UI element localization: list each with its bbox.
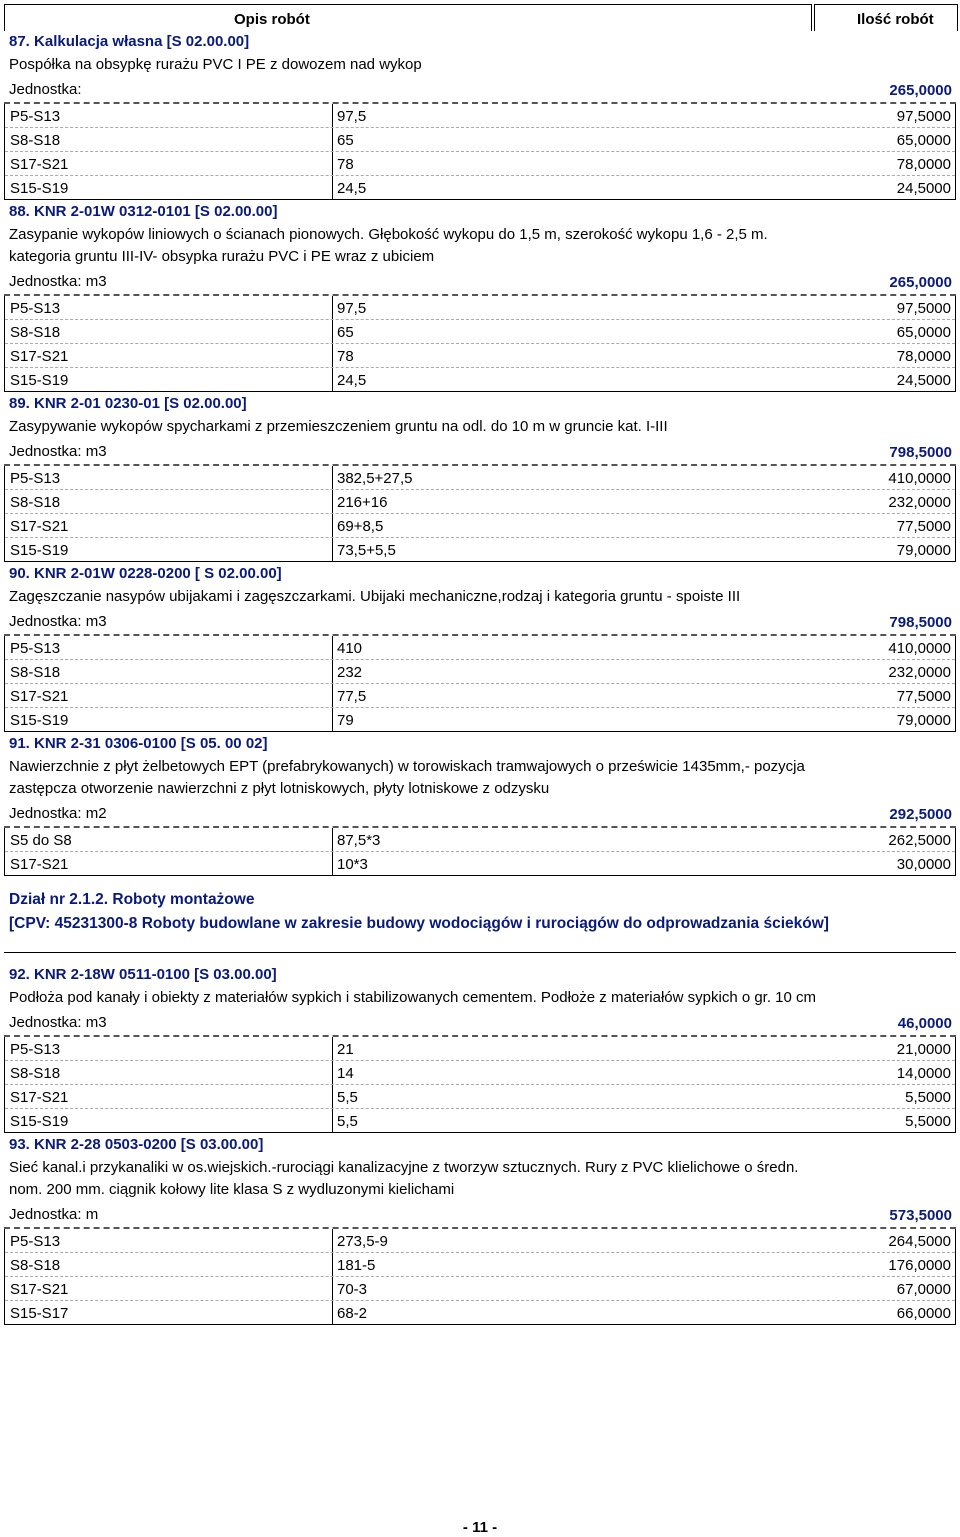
- measurement-row: [5, 296, 955, 319]
- unit-label: Jednostka: m3: [9, 273, 107, 290]
- row-formula: 14: [337, 1065, 354, 1082]
- row-formula: 21: [337, 1041, 354, 1058]
- column-divider: [332, 104, 333, 127]
- position-title: 87. Kalkulacja własna [S 02.00.00]: [9, 33, 250, 50]
- column-divider: [332, 1109, 333, 1132]
- row-quantity: 77,5000: [896, 518, 951, 535]
- row-section: S15-S19: [10, 180, 69, 197]
- position-description: Zagęszczanie nasypów ubijakami i zagęszczarkami. Ubijaki mechaniczne,rodzaj i kategoria gruntu - spoiste III: [9, 588, 741, 605]
- unit-label: Jednostka: m2: [9, 805, 107, 822]
- position-block: [4, 1133, 956, 1325]
- unit-label: Jednostka: m: [9, 1206, 99, 1223]
- position-description: zastępcza otworzenie nawierzchni z płyt lotniskowych, płyty lotniskowe z odzysku: [9, 780, 550, 797]
- position-title: 88. KNR 2-01W 0312-0101 [S 02.00.00]: [9, 203, 278, 220]
- measurement-row: [5, 367, 955, 391]
- column-divider: [332, 128, 333, 151]
- row-formula: 232: [337, 664, 363, 681]
- row-quantity: 5,5000: [905, 1113, 951, 1130]
- column-divider: [332, 490, 333, 513]
- column-divider: [332, 852, 333, 875]
- row-section: S8-S18: [10, 132, 61, 149]
- row-formula: 410: [337, 640, 363, 657]
- position-description: nom. 200 mm. ciągnik kołowy lite klasa S z wydluzonymi kielichami: [9, 1181, 455, 1198]
- position-description: Sieć kanal.i przykanaliki w os.wiejskich.-rurociągi kanalizacyjne z tworzyw sztucznych. Rury z PVC klielichowe o średn.: [9, 1159, 799, 1176]
- row-formula: 79: [337, 712, 354, 729]
- row-section: P5-S13: [10, 108, 61, 125]
- measurement-row: [5, 343, 955, 367]
- measurement-row: [5, 828, 955, 851]
- unit-label: Jednostka:: [9, 81, 82, 98]
- row-quantity: 65,0000: [896, 132, 951, 149]
- row-quantity: 65,0000: [896, 324, 951, 341]
- row-formula: 273,5-9: [337, 1233, 388, 1250]
- row-quantity: 78,0000: [896, 348, 951, 365]
- position-description: Nawierzchnie z płyt żelbetowych EPT (prefabrykowanych) w torowiskach tramwajowych o prześwicie 1435mm,- pozycja: [9, 758, 805, 775]
- row-quantity: 24,5000: [896, 180, 951, 197]
- row-quantity: 66,0000: [896, 1305, 951, 1322]
- row-section: P5-S13: [10, 640, 61, 657]
- unit-label: Jednostka: m3: [9, 613, 107, 630]
- measurement-row: [5, 1229, 955, 1252]
- column-divider: [332, 1037, 333, 1060]
- row-formula: 78: [337, 348, 354, 365]
- column-divider: [332, 320, 333, 343]
- table-header: [4, 4, 956, 30]
- unit-row: [4, 1009, 956, 1037]
- row-section: S8-S18: [10, 1257, 61, 1274]
- unit-total: 292,5000: [889, 806, 952, 823]
- column-divider: [332, 660, 333, 683]
- unit-total: 798,5000: [889, 444, 952, 461]
- column-divider: [332, 176, 333, 199]
- row-formula: 69+8,5: [337, 518, 384, 535]
- unit-total: 573,5000: [889, 1207, 952, 1224]
- position-title: 91. KNR 2-31 0306-0100 [S 05. 00 02]: [9, 735, 268, 752]
- unit-label: Jednostka: m3: [9, 1014, 107, 1031]
- unit-total: 265,0000: [889, 82, 952, 99]
- row-section: P5-S13: [10, 300, 61, 317]
- unit-row: [4, 800, 956, 828]
- header-desc-cell: [4, 4, 812, 31]
- row-section: P5-S13: [10, 470, 61, 487]
- position-title: 92. KNR 2-18W 0511-0100 [S 03.00.00]: [9, 966, 277, 983]
- row-section: S15-S19: [10, 542, 69, 559]
- measurement-row: [5, 851, 955, 875]
- unit-total: 798,5000: [889, 614, 952, 631]
- positions-list: [4, 30, 956, 1325]
- row-formula: 65: [337, 324, 354, 341]
- unit-row: [4, 1201, 956, 1229]
- column-divider: [332, 1061, 333, 1084]
- row-section: S17-S21: [10, 156, 69, 173]
- position-block: [4, 963, 956, 1133]
- row-section: S8-S18: [10, 664, 61, 681]
- document-page: [4, 0, 956, 1537]
- section-heading: [4, 888, 956, 953]
- unit-row: [4, 438, 956, 466]
- row-formula: 382,5+27,5: [337, 470, 413, 487]
- measurement-row: [5, 1060, 955, 1084]
- position-title: 89. KNR 2-01 0230-01 [S 02.00.00]: [9, 395, 247, 412]
- unit-row: [4, 76, 956, 104]
- column-divider: [332, 1253, 333, 1276]
- row-section: S17-S21: [10, 348, 69, 365]
- row-quantity: 232,0000: [888, 494, 951, 511]
- unit-total: 46,0000: [897, 1015, 952, 1032]
- measurement-row: [5, 466, 955, 489]
- measurement-row: [5, 104, 955, 127]
- row-formula: 5,5: [337, 1113, 358, 1130]
- unit-row: [4, 608, 956, 636]
- column-divider: [332, 296, 333, 319]
- row-quantity: 5,5000: [905, 1089, 951, 1106]
- measurement-table: [4, 828, 956, 876]
- measurement-table: [4, 1229, 956, 1325]
- row-formula: 65: [337, 132, 354, 149]
- row-section: P5-S13: [10, 1233, 61, 1250]
- column-divider: [332, 1085, 333, 1108]
- row-formula: 73,5+5,5: [337, 542, 396, 559]
- column-divider: [332, 828, 333, 851]
- row-section: S17-S21: [10, 1089, 69, 1106]
- row-quantity: 30,0000: [896, 856, 951, 873]
- row-section: S15-S19: [10, 712, 69, 729]
- header-qty-label: Ilość robót: [857, 11, 934, 28]
- row-section: P5-S13: [10, 1041, 61, 1058]
- position-description: Zasypywanie wykopów spycharkami z przemieszczeniem gruntu na odl. do 10 m w gruncie kat. I-III: [9, 418, 668, 435]
- position-block: [4, 562, 956, 732]
- row-section: S5 do S8: [10, 832, 72, 849]
- row-formula: 68-2: [337, 1305, 368, 1322]
- position-title: 93. KNR 2-28 0503-0200 [S 03.00.00]: [9, 1136, 264, 1153]
- measurement-row: [5, 707, 955, 731]
- measurement-row: [5, 1300, 955, 1324]
- row-quantity: 21,0000: [896, 1041, 951, 1058]
- position-description: Zasypanie wykopów liniowych o ścianach pionowych. Głębokość wykopu do 1,5 m, szerokość wykopu 1,6 - 2,5 m.: [9, 226, 768, 243]
- unit-label: Jednostka: m3: [9, 443, 107, 460]
- column-divider: [332, 636, 333, 659]
- measurement-row: [5, 1084, 955, 1108]
- row-quantity: 79,0000: [896, 712, 951, 729]
- measurement-row: [5, 1252, 955, 1276]
- unit-total: 265,0000: [889, 274, 952, 291]
- row-section: S17-S21: [10, 688, 69, 705]
- column-divider: [332, 708, 333, 731]
- column-divider: [332, 344, 333, 367]
- measurement-row: [5, 1037, 955, 1060]
- row-section: S17-S21: [10, 518, 69, 535]
- measurement-row: [5, 1276, 955, 1300]
- measurement-row: [5, 1108, 955, 1132]
- position-block: [4, 200, 956, 392]
- row-quantity: 264,5000: [888, 1233, 951, 1250]
- measurement-row: [5, 489, 955, 513]
- row-quantity: 24,5000: [896, 372, 951, 389]
- position-block: [4, 732, 956, 876]
- measurement-table: [4, 466, 956, 562]
- row-quantity: 176,0000: [888, 1257, 951, 1274]
- unit-row: [4, 268, 956, 296]
- row-section: S17-S21: [10, 1281, 69, 1298]
- row-section: S8-S18: [10, 324, 61, 341]
- section-cpv: [CPV: 45231300-8 Roboty budowlane w zakresie budowy wodociągów i rurociągów do odprowadzania ścieków]: [9, 915, 829, 932]
- measurement-row: [5, 175, 955, 199]
- measurement-row: [5, 513, 955, 537]
- row-section: S15-S19: [10, 372, 69, 389]
- row-formula: 77,5: [337, 688, 367, 705]
- row-quantity: 410,0000: [888, 470, 951, 487]
- position-block: [4, 30, 956, 200]
- row-formula: 24,5: [337, 372, 367, 389]
- column-divider: [332, 514, 333, 537]
- measurement-table: [4, 636, 956, 732]
- row-quantity: 262,5000: [888, 832, 951, 849]
- row-section: S15-S19: [10, 1113, 69, 1130]
- measurement-row: [5, 319, 955, 343]
- column-divider: [332, 684, 333, 707]
- column-divider: [332, 1301, 333, 1324]
- position-title: 90. KNR 2-01W 0228-0200 [ S 02.00.00]: [9, 565, 282, 582]
- row-formula: 70-3: [337, 1281, 368, 1298]
- position-description: Podłoża pod kanały i obiekty z materiałów sypkich i stabilizowanych cementem. Podłoże z materiałów sypkich o gr. 10 cm: [9, 989, 817, 1006]
- row-section: S8-S18: [10, 494, 61, 511]
- header-desc-label: Opis robót: [234, 11, 310, 28]
- row-formula: 10*3: [337, 856, 368, 873]
- measurement-row: [5, 683, 955, 707]
- position-description: Pospółka na obsypkę rurażu PVC I PE z dowozem nad wykop: [9, 56, 422, 73]
- row-formula: 97,5: [337, 108, 367, 125]
- row-formula: 87,5*3: [337, 832, 381, 849]
- measurement-row: [5, 636, 955, 659]
- row-quantity: 78,0000: [896, 156, 951, 173]
- measurement-row: [5, 127, 955, 151]
- measurement-row: [5, 659, 955, 683]
- row-formula: 24,5: [337, 180, 367, 197]
- row-section: S15-S17: [10, 1305, 69, 1322]
- column-divider: [332, 152, 333, 175]
- row-quantity: 410,0000: [888, 640, 951, 657]
- row-formula: 5,5: [337, 1089, 358, 1106]
- page-number: - 11 -: [462, 1519, 498, 1536]
- row-quantity: 79,0000: [896, 542, 951, 559]
- row-formula: 78: [337, 156, 354, 173]
- section-title: Dział nr 2.1.2. Roboty montażowe: [9, 891, 255, 908]
- column-divider: [332, 368, 333, 391]
- row-formula: 181-5: [337, 1257, 376, 1274]
- measurement-table: [4, 104, 956, 200]
- row-formula: 97,5: [337, 300, 367, 317]
- measurement-row: [5, 537, 955, 561]
- row-quantity: 67,0000: [896, 1281, 951, 1298]
- column-divider: [332, 466, 333, 489]
- measurement-row: [5, 151, 955, 175]
- column-divider: [332, 1229, 333, 1252]
- column-divider: [332, 1277, 333, 1300]
- column-divider: [332, 538, 333, 561]
- position-description: kategoria gruntu III-IV- obsypka rurażu PVC i PE wraz z ubiciem: [9, 248, 435, 265]
- measurement-table: [4, 1037, 956, 1133]
- measurement-table: [4, 296, 956, 392]
- row-quantity: 77,5000: [896, 688, 951, 705]
- header-qty-cell: [814, 4, 958, 31]
- row-section: S17-S21: [10, 856, 69, 873]
- row-quantity: 97,5000: [896, 108, 951, 125]
- row-quantity: 232,0000: [888, 664, 951, 681]
- row-section: S8-S18: [10, 1065, 61, 1082]
- row-formula: 216+16: [337, 494, 388, 511]
- row-quantity: 14,0000: [896, 1065, 951, 1082]
- position-block: [4, 392, 956, 562]
- section-spacer: [4, 953, 956, 963]
- row-quantity: 97,5000: [896, 300, 951, 317]
